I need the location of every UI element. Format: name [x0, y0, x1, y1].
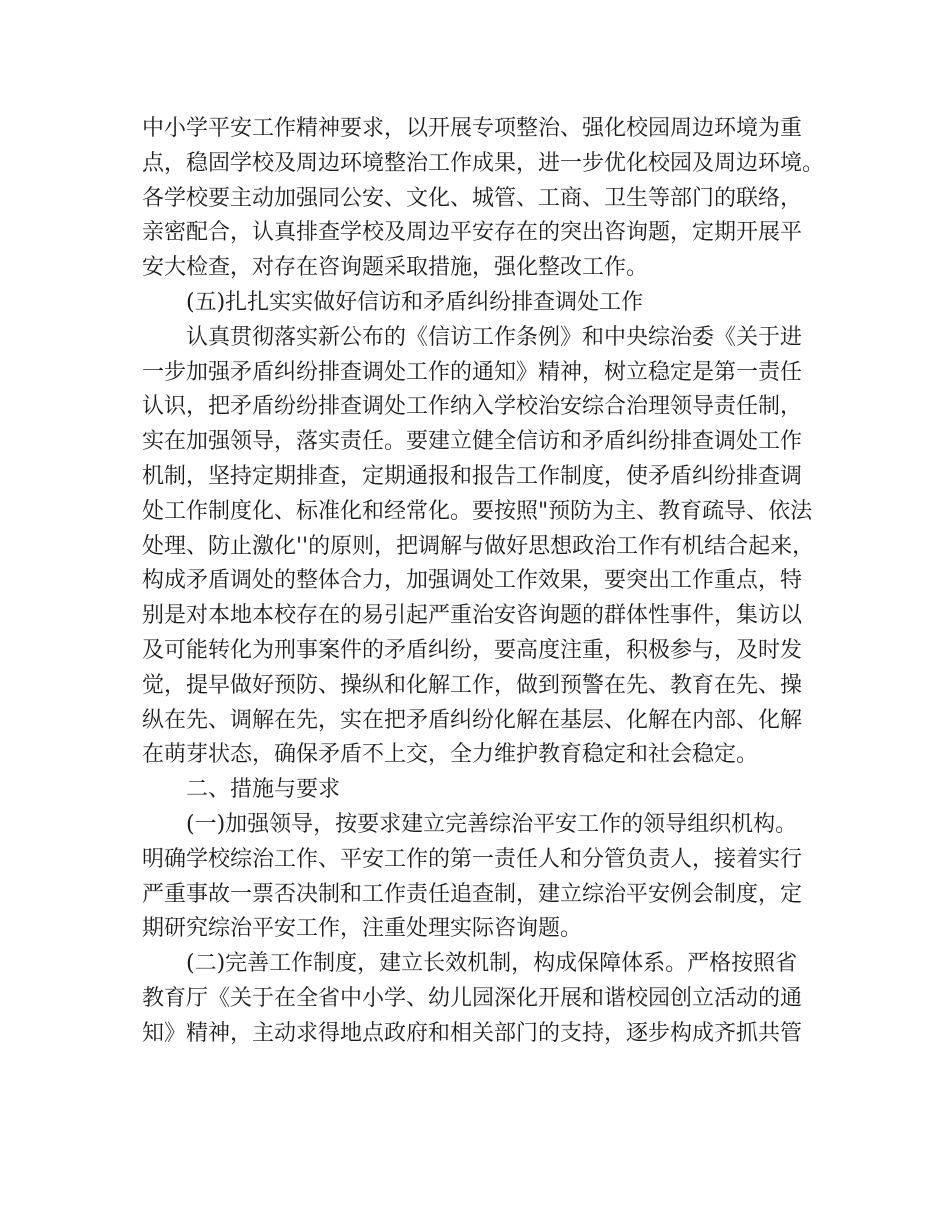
text-line: 严重事故一票否决制和工作责任追查制，建立综治平安例会制度，定 [142, 881, 803, 907]
text-line: 各学校要主动加强同公安、文化、城管、工商、卫生等部门的联络， [142, 185, 803, 211]
text-line: 别是对本地本校存在的易引起严重治安咨询题的群体性事件，集访以 [142, 603, 803, 629]
text-line: 安大检查，对存在咨询题采取措施，强化整改工作。 [142, 255, 649, 281]
text-line: 机制，坚持定期排查，定期通报和报告工作制度，使矛盾纠纷排查调 [142, 463, 803, 489]
text-line: (二)完善工作制度，建立长效机制，构成保障体系。严格按照省 [186, 951, 798, 977]
text-line: 在萌芽状态，确保矛盾不上交，全力维护教育稳定和社会稳定。 [142, 742, 759, 768]
text-line: (一)加强领导，按要求建立完善综治平安工作的领导组织机构。 [186, 811, 798, 837]
text-line: 认真贯彻落实新公布的《信访工作条例》和中央综治委《关于进 [186, 324, 803, 350]
body-text [142, 112, 832, 1052]
text-line: 觉，提早做好预防、操纵和化解工作，做到预警在先、教育在先、操 [142, 672, 803, 698]
text-line: 处理、防止激化''的原则，把调解与做好思想政治工作有机结合起来， [142, 533, 815, 559]
text-line: 明确学校综治工作、平安工作的第一责任人和分管负责人，接着实行 [142, 846, 803, 872]
text-line: (五)扎扎实实做好信访和矛盾纠纷排查调处工作 [186, 289, 644, 315]
text-line: 认识，把矛盾纷纷排查调处工作纳入学校治安综合治理领导责任制， [142, 394, 803, 420]
text-line: 期研究综治平安工作，注重处理实际咨询题。 [142, 916, 583, 942]
text-line: 一步加强矛盾纠纷排查调处工作的通知》精神，树立稳定是第一责任 [142, 359, 803, 385]
text-line: 点，稳固学校及周边环境整治工作成果，进一步优化校园及周边环境。 [142, 150, 825, 176]
text-line: 处工作制度化、标准化和经常化。要按照"预防为主、教育疏导、依法 [142, 498, 813, 524]
text-line: 实在加强领导，落实责任。要建立健全信访和矛盾纠纷排查调处工作 [142, 429, 803, 455]
text-line: 教育厅《关于在全省中小学、幼儿园深化开展和谐校园创立活动的通 [142, 985, 803, 1011]
text-line: 知》精神，主动求得地点政府和相关部门的支持，逐步构成齐抓共管 [142, 1020, 803, 1046]
text-line: 中小学平安工作精神要求，以开展专项整治、强化校园周边环境为重 [142, 116, 803, 141]
text-line: 纵在先、调解在先，实在把矛盾纠纷化解在基层、化解在内部、化解 [142, 707, 803, 733]
text-line: 及可能转化为刑事案件的矛盾纠纷，要高度注重，积极参与，及时发 [142, 637, 803, 663]
text-line: 构成矛盾调处的整体合力，加强调处工作效果，要突出工作重点，特 [142, 568, 803, 594]
text-line: 二、措施与要求 [186, 777, 341, 803]
text-line: 亲密配合，认真排查学校及周边平安存在的突出咨询题，定期开展平 [142, 220, 803, 246]
